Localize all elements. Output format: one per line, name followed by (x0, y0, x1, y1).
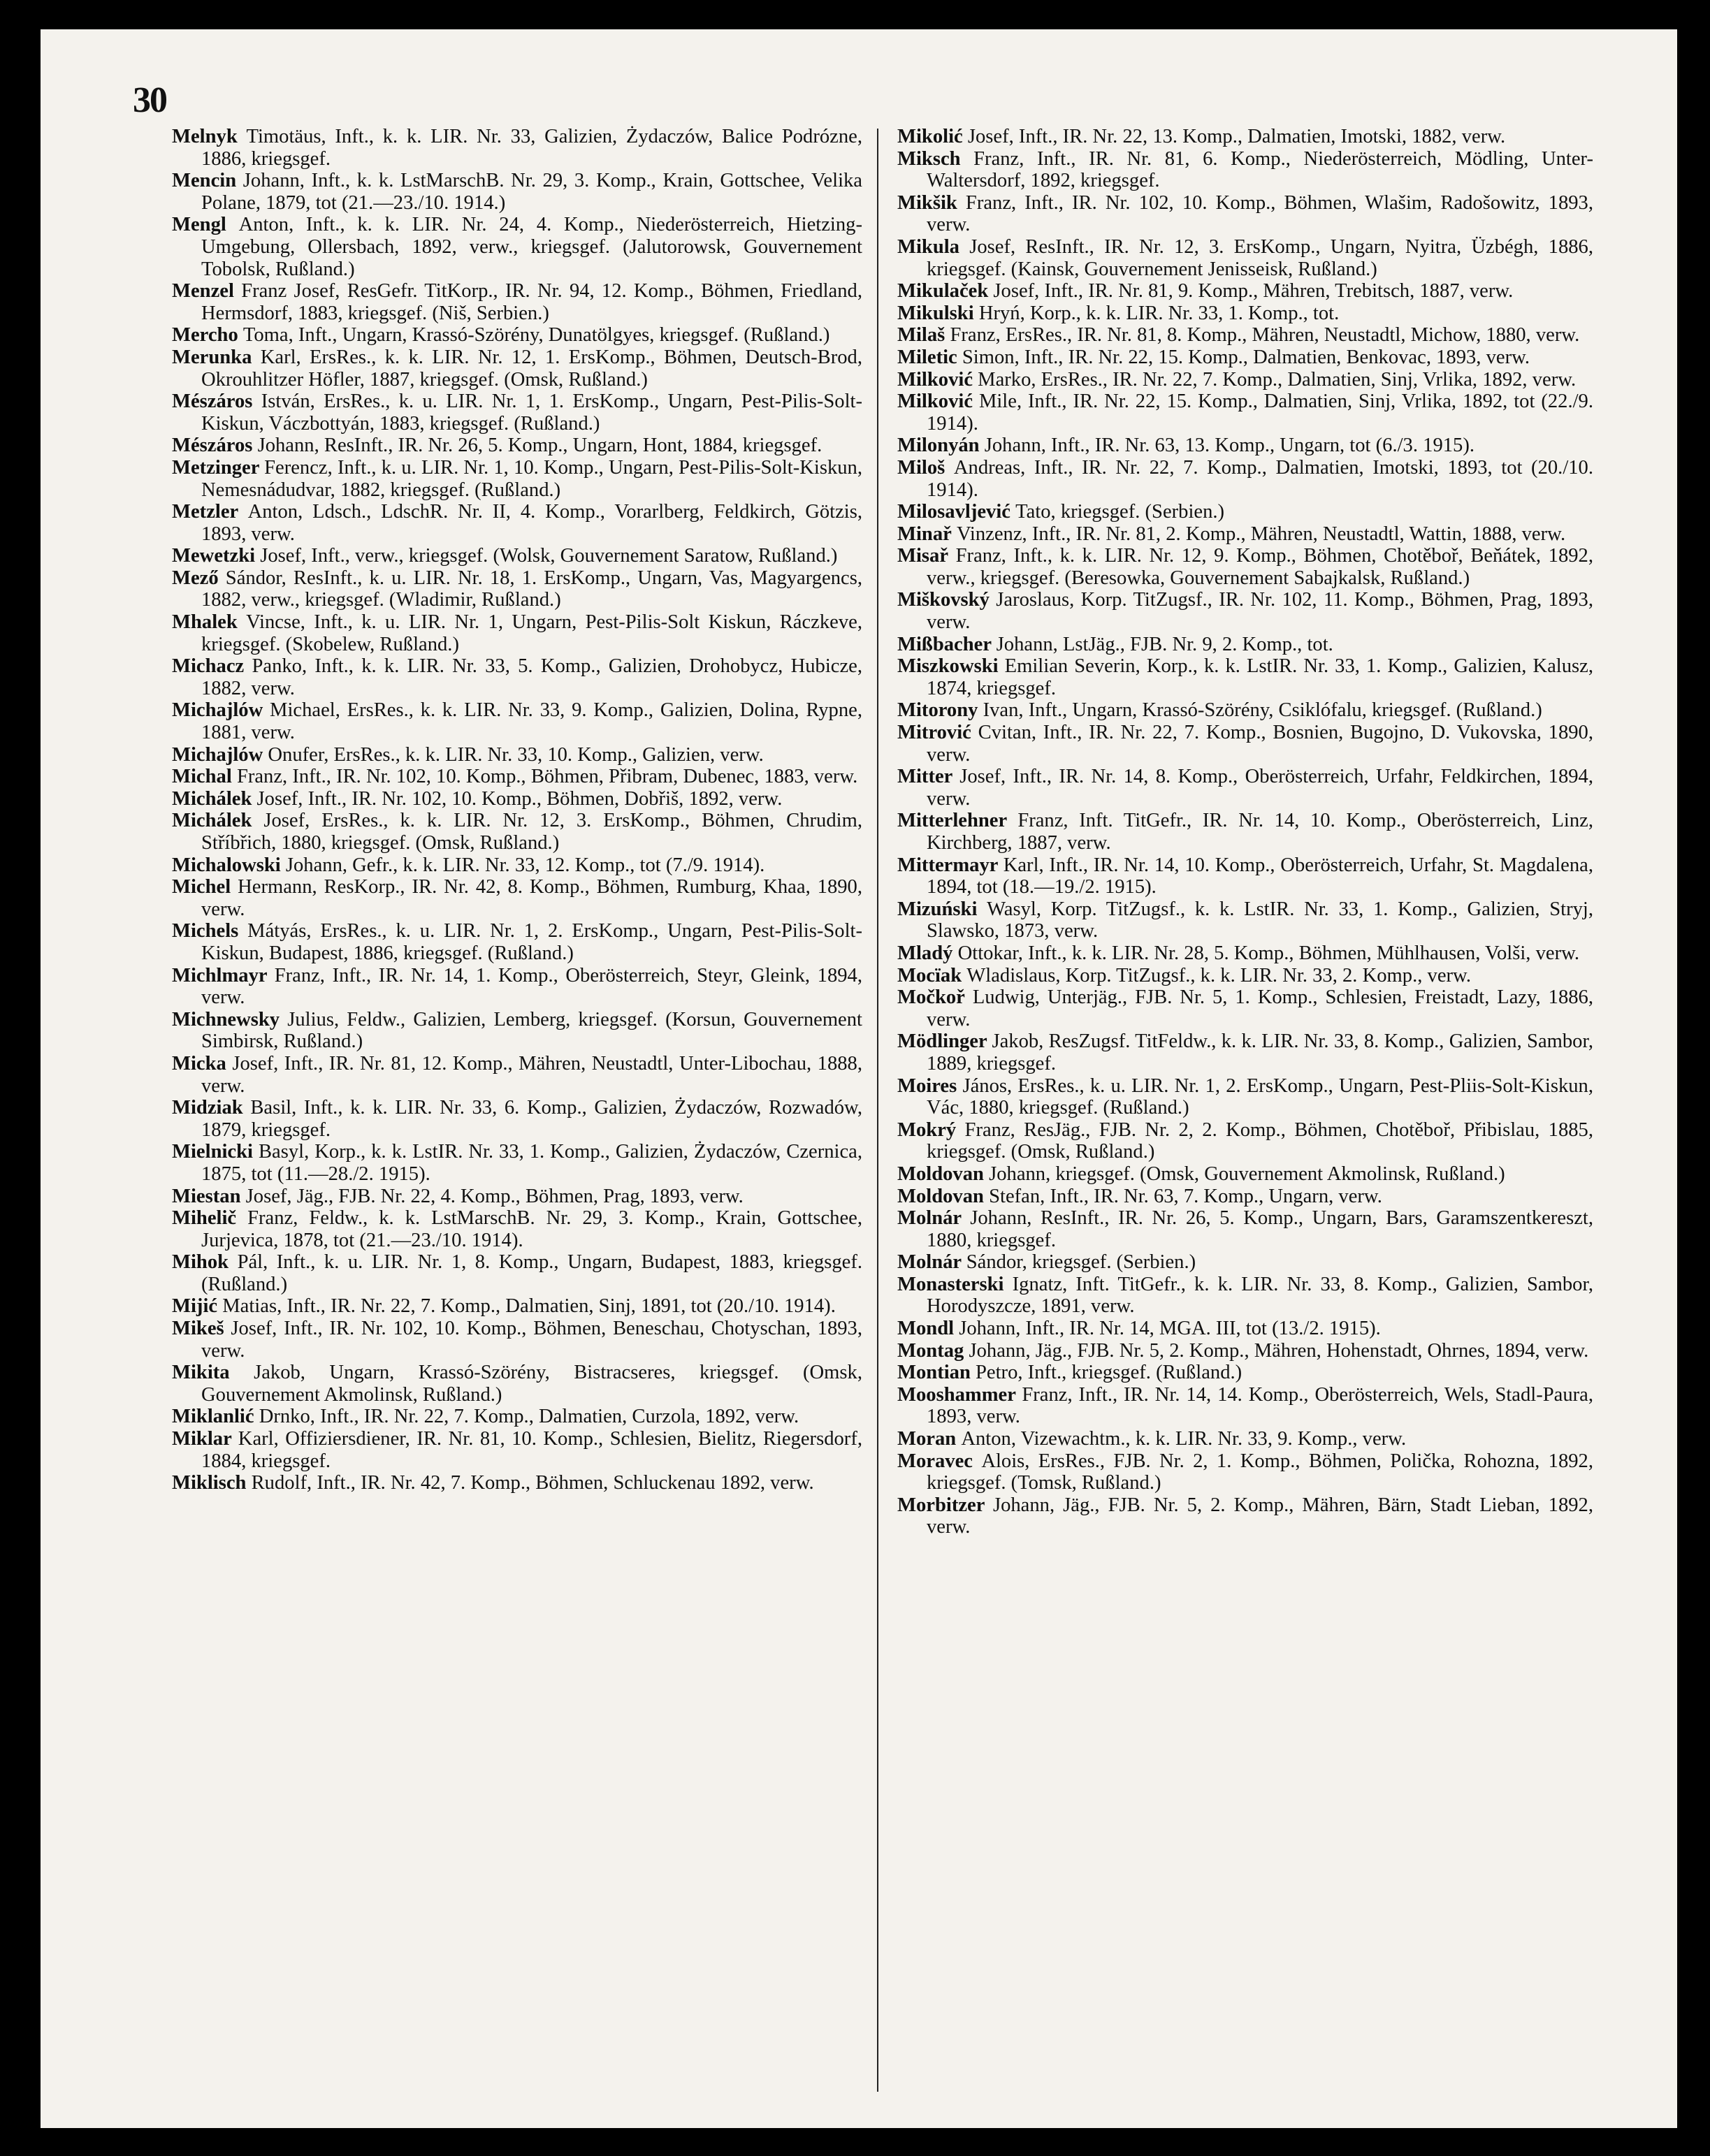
list-item (172, 501, 862, 545)
list-item (897, 898, 1593, 942)
list-item (172, 280, 862, 324)
entry-surname: Michacz (172, 655, 245, 678)
entry-details: Franz, Inft., k. k. LIR. Nr. 12, 9. Komp., Böhmen, Chotěboř, Beňátek, 1892, verw., kriegsgef. (Beresowka, Gouvernement Sabajkalsk, Rußland.) (927, 545, 1593, 589)
list-item (172, 567, 862, 611)
entry-details: Mátyás, ErsRes., k. u. LIR. Nr. 1, 2. ErsKomp., Ungarn, Pest-Pilis-Solt-Kiskun, Budapest, 1886, kriegsgef. (Rußland.) (201, 920, 862, 964)
entry-surname: Mercho (172, 324, 238, 347)
entry-surname: Mondl (897, 1318, 955, 1340)
entry-surname: Mödlinger (897, 1030, 987, 1053)
entry-surname: Milković (897, 391, 973, 413)
entry-details: Michael, ErsRes., k. k. LIR. Nr. 33, 9. Komp., Galizien, Dolina, Rypne, 1881, verw. (201, 699, 862, 744)
list-item (897, 236, 1593, 280)
list-item (897, 1450, 1593, 1494)
entry-details: Cvitan, Inft., IR. Nr. 22, 7. Komp., Bosnien, Bugojno, D. Vukovska, 1890, verw. (927, 722, 1593, 766)
entry-surname: Micka (172, 1052, 226, 1075)
entry-details: Petro, Inft., kriegsgef. (Rußland.) (976, 1362, 1242, 1384)
entry-surname: Miszkowski (897, 655, 999, 678)
entry-surname: Mező (172, 567, 219, 589)
entry-surname: Mikeš (172, 1318, 224, 1340)
entry-details: Franz, ResJäg., FJB. Nr. 2, 2. Komp., Böhmen, Chotěboř, Přibislau, 1885, kriegsgef. (Omsk, Rußland.) (927, 1119, 1594, 1163)
list-item (897, 1428, 1593, 1450)
entry-details: Franz, ErsRes., IR. Nr. 81, 8. Komp., Mähren, Neustadtl, Michow, 1880, verw. (950, 324, 1580, 347)
entry-details: Andreas, Inft., IR. Nr. 22, 7. Komp., Dalmatien, Imotski, 1893, tot (20./10. 1914). (927, 456, 1594, 501)
entry-surname: Midziak (172, 1097, 243, 1119)
list-item (172, 788, 862, 810)
list-item (897, 324, 1593, 347)
list-item (897, 347, 1593, 369)
entry-surname: Mitrović (897, 722, 971, 744)
entry-details: Josef, ResInft., IR. Nr. 12, 3. ErsKomp., Ungarn, Nyitra, Üzbégh, 1886, kriegsgef. (Kainsk, Gouvernement Jenisseisk, Rußland.) (927, 235, 1593, 280)
entry-details: Franz, Inft., IR. Nr. 14, 14. Komp., Oberösterreich, Wels, Stadl-Paura, 1893, verw. (927, 1383, 1593, 1428)
list-item (897, 854, 1593, 898)
list-item (172, 655, 862, 699)
entry-surname: Michnewsky (172, 1008, 280, 1030)
list-item (897, 501, 1593, 523)
entry-details: Simon, Inft., IR. Nr. 22, 15. Komp., Dalmatien, Benkovac, 1893, verw. (962, 346, 1530, 368)
entry-surname: Mihelič (172, 1207, 237, 1230)
entry-surname: Michajlów (172, 743, 263, 766)
entry-surname: Moravec (897, 1450, 973, 1472)
entry-surname: Miklisch (172, 1472, 247, 1494)
list-item (897, 722, 1593, 766)
entry-surname: Miletic (897, 346, 957, 368)
column-divider (877, 129, 878, 2092)
entry-details: Hermann, ResKorp., IR. Nr. 42, 8. Komp., Böhmen, Rumburg, Khaa, 1890, verw. (201, 876, 862, 920)
entry-details: János, ErsRes., k. u. LIR. Nr. 1, 2. ErsKomp., Ungarn, Pest-Pliis-Solt-Kiskun, Vác, 1880, kriegsgef. (Rußland.) (927, 1075, 1593, 1119)
entry-surname: Mocïak (897, 964, 962, 986)
entry-details: Josef, Inft., IR. Nr. 22, 13. Komp., Dalmatien, Imotski, 1882, verw. (967, 126, 1506, 147)
entry-surname: Mészáros (172, 391, 253, 413)
entry-surname: Moldovan (897, 1185, 984, 1207)
entry-details: István, ErsRes., k. u. LIR. Nr. 1, 1. ErsKomp., Ungarn, Pest-Pilis-Solt-Kiskun, Váczbottyán, 1883, kriegsgef. (Rußland.) (201, 391, 862, 435)
entry-details: Josef, Jäg., FJB. Nr. 22, 4. Komp., Böhmen, Prag, 1893, verw. (245, 1185, 744, 1207)
entry-surname: Molnár (897, 1251, 962, 1274)
list-item (897, 766, 1593, 810)
entry-surname: Mihok (172, 1251, 229, 1274)
entry-surname: Michal (172, 766, 232, 788)
entry-surname: Melnyk (172, 126, 238, 147)
entry-details: Johann, ResInft., IR. Nr. 26, 5. Komp., Ungarn, Bars, Garamszentkereszt, 1880, kriegsgef. (927, 1207, 1593, 1251)
entry-surname: Mewetzki (172, 545, 256, 567)
list-item (897, 1251, 1593, 1274)
list-item (172, 347, 862, 391)
left-column (172, 126, 862, 1494)
entry-details: Karl, Inft., IR. Nr. 14, 10. Komp., Oberösterreich, Urfahr, St. Magdalena, 1894, tot (18.—19./2. 1915). (927, 854, 1593, 898)
entry-details: Wasyl, Korp. TitZugsf., k. k. LstIR. Nr. 33, 1. Komp., Galizien, Stryj, Slawsko, 1873, verw. (927, 898, 1594, 942)
entry-surname: Mészáros (172, 435, 253, 457)
list-item (897, 280, 1593, 303)
entry-surname: Milković (897, 368, 973, 391)
entry-details: Jakob, Ungarn, Krassó-Szörény, Bistracseres, kriegsgef. (Omsk, Gouvernement Akmolinsk, Rußland.) (201, 1362, 862, 1406)
list-item (897, 1384, 1593, 1428)
entry-details: Josef, Inft., verw., kriegsgef. (Wolsk, Gouvernement Saratow, Rußland.) (260, 545, 838, 567)
list-item (897, 545, 1593, 589)
entry-details: Anton, Vizewachtm., k. k. LIR. Nr. 33, 9. Komp., verw. (961, 1428, 1407, 1450)
entry-details: Panko, Inft., k. k. LIR. Nr. 33, 5. Komp., Galizien, Drohobycz, Hubicze, 1882, verw. (201, 655, 862, 699)
list-item (897, 126, 1593, 148)
list-item (172, 1295, 862, 1318)
entry-details: Ivan, Inft., Ungarn, Krassó-Szörény, Csiklófalu, kriegsgef. (Rußland.) (983, 699, 1542, 722)
entry-details: Julius, Feldw., Galizien, Lemberg, kriegsgef. (Korsun, Gouvernement Simbirsk, Rußland.) (201, 1008, 862, 1053)
entry-details: Basil, Inft., k. k. LIR. Nr. 33, 6. Komp., Galizien, Żydaczów, Rozwadów, 1879, kriegsgef. (201, 1097, 862, 1141)
list-item (172, 170, 862, 214)
list-item (897, 1030, 1593, 1075)
entry-surname: Monasterski (897, 1273, 1004, 1295)
entry-surname: Mitorony (897, 699, 978, 722)
list-item (897, 1075, 1593, 1119)
list-item (897, 965, 1593, 987)
list-item (897, 457, 1593, 501)
entry-details: Jakob, ResZugsf. TitFeldw., k. k. LIR. Nr. 33, 8. Komp., Galizien, Sambor, 1889, kriegsgef. (927, 1030, 1593, 1075)
list-item (172, 1141, 862, 1185)
list-item (172, 1406, 862, 1428)
entry-surname: Molnár (897, 1207, 962, 1230)
entry-details: Josef, Inft., IR. Nr. 81, 12. Komp., Mähren, Neustadtl, Unter-Libochau, 1888, verw. (201, 1052, 862, 1097)
list-item (172, 1207, 862, 1251)
entry-details: Matias, Inft., IR. Nr. 22, 7. Komp., Dalmatien, Sinj, 1891, tot (20./10. 1914). (222, 1295, 836, 1318)
list-item (172, 545, 862, 567)
list-item (172, 1362, 862, 1406)
list-item (897, 1362, 1593, 1384)
entry-details: Johann, Inft., k. k. LstMarschB. Nr. 29, 3. Komp., Krain, Gottschee, Velika Polane, 1879, tot (21.—23./10. 1914.) (201, 170, 862, 214)
entry-surname: Mitterlehner (897, 810, 1007, 832)
list-item (172, 810, 862, 854)
list-item (172, 920, 862, 964)
entry-details: Ignatz, Inft. TitGefr., k. k. LIR. Nr. 33, 8. Komp., Galizien, Sambor, Horodyszcze, 1891, verw. (927, 1273, 1594, 1318)
entry-surname: Mhalek (172, 611, 238, 634)
entry-surname: Merunka (172, 346, 252, 368)
entry-details: Anton, Ldsch., LdschR. Nr. II, 4. Komp., Vorarlberg, Feldkirch, Götzis, 1893, verw. (201, 501, 862, 545)
entry-details: Ferencz, Inft., k. u. LIR. Nr. 1, 10. Komp., Ungarn, Pest-Pilis-Solt-Kiskun, Nemesnádudvar, 1882, kriegsgef. (Rußland.) (201, 456, 862, 501)
list-item (897, 1494, 1593, 1538)
entry-details: Basyl, Korp., k. k. LstIR. Nr. 33, 1. Komp., Galizien, Żydaczów, Czernica, 1875, tot (11.—28./2. 1915). (201, 1141, 862, 1185)
entry-surname: Miloš (897, 456, 945, 479)
list-item (172, 854, 862, 877)
entry-surname: Montian (897, 1362, 971, 1384)
list-item (897, 810, 1593, 854)
list-item (172, 1009, 862, 1053)
list-item (897, 655, 1593, 699)
entry-details: Josef, Inft., IR. Nr. 14, 8. Komp., Oberösterreich, Urfahr, Feldkirchen, 1894, verw. (927, 766, 1593, 810)
list-item (172, 1318, 862, 1362)
list-item (172, 126, 862, 170)
entry-details: Sándor, kriegsgef. (Serbien.) (966, 1251, 1196, 1274)
entry-details: Johann, Inft., IR. Nr. 63, 13. Komp., Ungarn, tot (6./3. 1915). (984, 435, 1475, 457)
entry-details: Franz Josef, ResGefr. TitKorp., IR. Nr. 94, 12. Komp., Böhmen, Friedland, Hermsdorf, 1883, kriegsgef. (Niš, Serbien.) (201, 280, 862, 324)
entry-surname: Mooshammer (897, 1383, 1016, 1406)
entry-details: Jaroslaus, Korp. TitZugsf., IR. Nr. 102, 11. Komp., Böhmen, Prag, 1893, verw. (927, 589, 1593, 634)
entry-surname: Mijić (172, 1295, 218, 1318)
entry-details: Pál, Inft., k. u. LIR. Nr. 1, 8. Komp., Ungarn, Budapest, 1883, kriegsgef. (Rußland.) (201, 1251, 862, 1295)
entry-details: Emilian Severin, Korp., k. k. LstIR. Nr. 33, 1. Komp., Galizien, Kalusz, 1874, kriegsgef. (927, 655, 1593, 699)
entry-details: Vincse, Inft., k. u. LIR. Nr. 1, Ungarn, Pest-Pilis-Solt Kiskun, Ráczkeve, kriegsgef. (Skobelew, Rußland.) (201, 611, 863, 655)
entry-surname: Milonyán (897, 435, 980, 457)
entry-surname: Mißbacher (897, 633, 992, 655)
list-item (172, 1251, 862, 1295)
entry-surname: Misař (897, 545, 949, 567)
entry-details: Onufer, ErsRes., k. k. LIR. Nr. 33, 10. Komp., Galizien, verw. (268, 743, 764, 766)
entry-details: Karl, ErsRes., k. k. LIR. Nr. 12, 1. ErsKomp., Böhmen, Deutsch-Brod, Okrouhlitzer Höfler, 1887, kriegsgef. (Omsk, Rußland.) (201, 346, 862, 391)
list-item (897, 1186, 1593, 1208)
entry-surname: Michálek (172, 787, 252, 810)
entry-details: Johann, kriegsgef. (Omsk, Gouvernement Akmolinsk, Rußland.) (989, 1163, 1505, 1185)
entry-surname: Milaš (897, 324, 945, 347)
entry-surname: Milosavljević (897, 501, 1010, 523)
entry-surname: Moldovan (897, 1163, 984, 1185)
list-item (172, 324, 862, 347)
entry-details: Drnko, Inft., IR. Nr. 22, 7. Komp., Dalmatien, Curzola, 1892, verw. (259, 1406, 799, 1428)
right-column (897, 126, 1593, 1538)
entry-surname: Močkoř (897, 986, 965, 1009)
entry-details: Johann, Jäg., FJB. Nr. 5, 2. Komp., Mähren, Bärn, Stadt Lieban, 1892, verw. (927, 1494, 1593, 1538)
entry-surname: Mengl (172, 214, 226, 236)
entry-details: Franz, Inft. TitGefr., IR. Nr. 14, 10. Komp., Oberösterreich, Linz, Kirchberg, 1887, verw. (927, 810, 1593, 854)
entry-surname: Mielnicki (172, 1141, 253, 1163)
entry-details: Wladislaus, Korp. TitZugsf., k. k. LIR. Nr. 33, 2. Komp., verw. (966, 964, 1471, 986)
entry-surname: Metzler (172, 501, 238, 523)
list-item (897, 369, 1593, 391)
list-item (172, 744, 862, 766)
entry-surname: Moran (897, 1428, 957, 1450)
entry-details: Marko, ErsRes., IR. Nr. 22, 7. Komp., Dalmatien, Sinj, Vrlika, 1892, verw. (978, 368, 1577, 391)
entry-details: Franz, Inft., IR. Nr. 14, 1. Komp., Oberösterreich, Steyr, Gleink, 1894, verw. (201, 964, 862, 1009)
entry-details: Alois, ErsRes., FJB. Nr. 2, 1. Komp., Böhmen, Polička, Rohozna, 1892, kriegsgef. (Tomsk, Rußland.) (927, 1450, 1593, 1494)
entry-details: Timotäus, Inft., k. k. LIR. Nr. 33, Galizien, Żydaczów, Balice Podrózne, 1886, kriegsgef. (201, 126, 862, 170)
list-item (897, 634, 1593, 656)
entry-details: Karl, Offiziersdiener, IR. Nr. 81, 10. Komp., Schlesien, Bielitz, Riegersdorf, 1884, kriegsgef. (201, 1428, 862, 1472)
entry-details: Josef, ErsRes., k. k. LIR. Nr. 12, 3. ErsKomp., Böhmen, Chrudim, Stříbřich, 1880, kriegsgef. (Omsk, Rußland.) (201, 810, 862, 854)
list-item (897, 391, 1593, 435)
entry-surname: Miestan (172, 1185, 241, 1207)
entry-details: Ottokar, Inft., k. k. LIR. Nr. 28, 5. Komp., Böhmen, Mühlhausen, Volši, verw. (957, 942, 1580, 964)
entry-details: Franz, Inft., IR. Nr. 102, 10. Komp., Böhmen, Přibram, Dubenec, 1883, verw. (236, 766, 858, 788)
list-item (897, 942, 1593, 965)
entry-surname: Menzel (172, 280, 234, 303)
entry-surname: Mikulaček (897, 280, 989, 303)
entry-details: Hryń, Korp., k. k. LIR. Nr. 33, 1. Komp., tot. (978, 302, 1340, 324)
list-item (897, 1207, 1593, 1251)
entry-details: Vinzenz, Inft., IR. Nr. 81, 2. Komp., Mähren, Neustadtl, Wattin, 1888, verw. (956, 523, 1566, 545)
entry-details: Johann, LstJäg., FJB. Nr. 9, 2. Komp., tot. (996, 633, 1333, 655)
entry-surname: Michalowski (172, 854, 281, 876)
entry-surname: Mikulski (897, 302, 974, 324)
entry-details: Anton, Inft., k. k. LIR. Nr. 24, 4. Komp., Niederösterreich, Hietzing-Umgebung, Ollersbach, 1892, verw., kriegsgef. (Jalutorowsk, Gouvernement Tobolsk, Rußland.) (201, 214, 862, 280)
entry-details: Josef, Inft., IR. Nr. 102, 10. Komp., Böhmen, Beneschau, Chotyschan, 1893, verw. (201, 1318, 862, 1362)
entry-details: Johann, ResInft., IR. Nr. 26, 5. Komp., Ungarn, Hont, 1884, kriegsgef. (257, 435, 823, 457)
list-item (172, 1472, 862, 1494)
entry-surname: Morbitzer (897, 1494, 985, 1516)
entry-surname: Michels (172, 920, 239, 942)
entry-surname: Metzinger (172, 456, 259, 479)
entry-details: Franz, Inft., IR. Nr. 81, 6. Komp., Niederösterreich, Mödling, Unter-Waltersdorf, 1892, kriegsgef. (927, 147, 1593, 192)
entry-details: Mile, Inft., IR. Nr. 22, 15. Komp., Dalmatien, Sinj, Vrlika, 1892, tot (22./9. 1914). (927, 391, 1593, 435)
entry-details: Tato, kriegsgef. (Serbien.) (1015, 501, 1225, 523)
entry-surname: Michálek (172, 810, 252, 832)
entry-surname: Michajlów (172, 699, 263, 722)
entry-surname: Mitter (897, 766, 952, 788)
list-item (172, 699, 862, 743)
list-item (897, 523, 1593, 546)
list-item (897, 303, 1593, 325)
entry-details: Toma, Inft., Ungarn, Krassó-Szörény, Dunatölgyes, kriegsgef. (Rußland.) (242, 324, 830, 347)
list-item (172, 1428, 862, 1472)
list-item (172, 214, 862, 280)
entry-surname: Montag (897, 1339, 964, 1362)
entry-surname: Mikšik (897, 191, 957, 214)
entry-details: Rudolf, Inft., IR. Nr. 42, 7. Komp., Böhmen, Schluckenau 1892, verw. (251, 1472, 814, 1494)
document-page (41, 29, 1677, 2128)
entry-surname: Mencin (172, 170, 237, 192)
entry-surname: Mikolić (897, 126, 963, 147)
entry-details: Franz, Feldw., k. k. LstMarschB. Nr. 29, 3. Komp., Krain, Gottschee, Jurjevica, 1878, tot (21.—23./10. 1914). (201, 1207, 862, 1251)
list-item (897, 699, 1593, 722)
entry-details: Johann, Inft., IR. Nr. 14, MGA. III, tot (13./2. 1915). (959, 1318, 1381, 1340)
entry-surname: Moires (897, 1075, 957, 1097)
entry-surname: Mikula (897, 235, 959, 258)
list-item (172, 435, 862, 457)
entry-details: Stefan, Inft., IR. Nr. 63, 7. Komp., Ungarn, verw. (989, 1185, 1382, 1207)
entry-details: Josef, Inft., IR. Nr. 81, 9. Komp., Mähren, Trebitsch, 1887, verw. (993, 280, 1514, 303)
list-item (897, 986, 1593, 1030)
list-item (172, 876, 862, 920)
list-item (897, 148, 1593, 192)
entry-details: Josef, Inft., IR. Nr. 102, 10. Komp., Böhmen, Dobřiš, 1892, verw. (256, 787, 783, 810)
list-item (172, 1097, 862, 1141)
entry-surname: Miklar (172, 1428, 232, 1450)
entry-surname: Mokrý (897, 1119, 957, 1141)
entry-surname: Michel (172, 876, 231, 898)
list-item (897, 192, 1593, 236)
list-item (172, 766, 862, 788)
entry-details: Johann, Jäg., FJB. Nr. 5, 2. Komp., Mähren, Hohenstadt, Ohrnes, 1894, verw. (969, 1339, 1589, 1362)
entry-surname: Michlmayr (172, 964, 268, 986)
list-item (897, 1119, 1593, 1163)
list-item (172, 1053, 862, 1097)
list-item (172, 965, 862, 1009)
list-item (172, 457, 862, 501)
entry-details: Franz, Inft., IR. Nr. 102, 10. Komp., Böhmen, Wlašim, Radošowitz, 1893, verw. (927, 191, 1593, 236)
entry-details: Ludwig, Unterjäg., FJB. Nr. 5, 1. Komp., Schlesien, Freistadt, Lazy, 1886, verw. (927, 986, 1593, 1030)
entry-surname: Miškovský (897, 589, 990, 611)
list-item (172, 1186, 862, 1208)
entry-details: Johann, Gefr., k. k. LIR. Nr. 33, 12. Komp., tot (7./9. 1914). (285, 854, 765, 876)
list-item (172, 391, 862, 435)
list-item (897, 1318, 1593, 1340)
entry-surname: Miklanlić (172, 1406, 254, 1428)
list-item (897, 1340, 1593, 1362)
entry-surname: Mikita (172, 1362, 230, 1384)
list-item (897, 435, 1593, 457)
entry-surname: Mittermayr (897, 854, 998, 876)
list-item (897, 1163, 1593, 1186)
entry-surname: Mizuński (897, 898, 978, 920)
list-item (172, 611, 862, 655)
page-number: 30 (133, 80, 166, 120)
entry-surname: Miksch (897, 147, 961, 170)
list-item (897, 1274, 1593, 1318)
entry-details: Sándor, ResInft., k. u. LIR. Nr. 18, 1. ErsKomp., Ungarn, Vas, Magyargencs, 1882, verw., kriegsgef. (Wladimir, Rußland.) (201, 567, 862, 611)
entry-surname: Mladý (897, 942, 953, 964)
entry-surname: Minař (897, 523, 952, 545)
list-item (897, 589, 1593, 633)
